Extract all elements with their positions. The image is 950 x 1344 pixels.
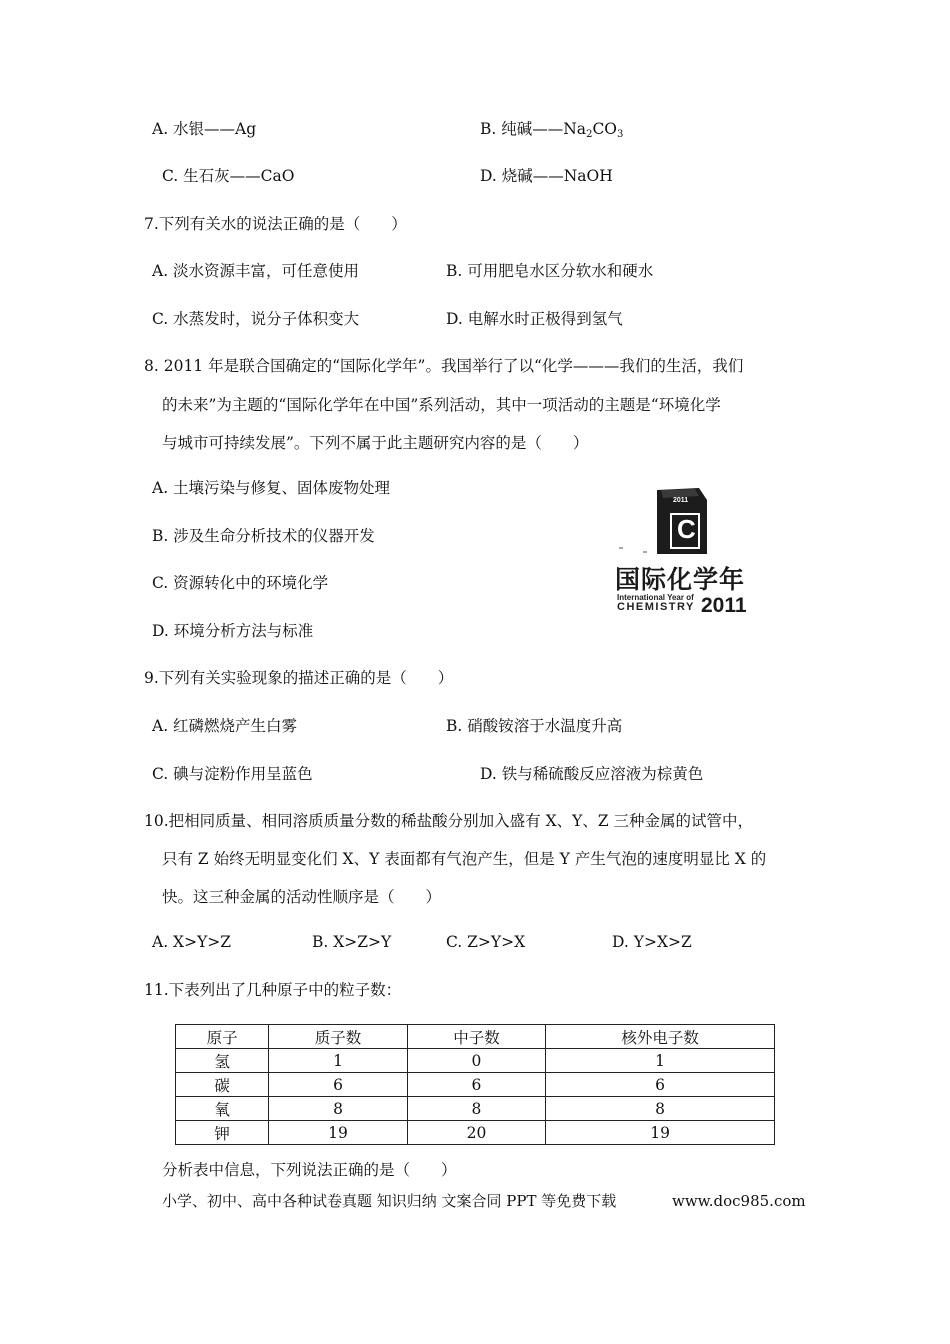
q8-stem-line1: 8. 2011 年是联合国确定的“国际化学年”。我国举行了以“化学———我们的生活，我们	[144, 357, 744, 375]
table-cell: 8	[269, 1097, 407, 1121]
table-cell: 氧	[176, 1097, 269, 1121]
q8-option-d: D. 环境分析方法与标准	[152, 622, 314, 640]
q9-option-c: C. 碘与淀粉作用呈蓝色	[152, 765, 313, 783]
table-cell: 6	[546, 1073, 775, 1097]
q8-stem-line3: 与城市可持续发展”。下列不属于此主题研究内容的是（ ）	[162, 434, 589, 452]
table-cell: 19	[546, 1121, 775, 1145]
q6-option-b-prefix: B. 纯碱——Na	[480, 120, 587, 138]
table-cell: 0	[407, 1049, 545, 1073]
footer-text: 小学、初中、高中各种试卷真题 知识归纳 文案合同 PPT 等免费下载	[162, 1192, 617, 1210]
calendar-c-icon	[615, 486, 765, 558]
q10-stem-line1: 10.把相同质量、相同溶质质量分数的稀盐酸分别加入盛有 X、Y、Z 三种金属的试管中，	[144, 812, 754, 830]
logo-subtitle-en: International Year of	[617, 593, 694, 602]
q10-stem-line3: 快。这三种金属的活动性顺序是（ ）	[162, 888, 442, 906]
q7-stem: 7.下列有关水的说法正确的是（ ）	[144, 215, 407, 233]
q11-stem: 11.下表列出了几种原子中的粒子数：	[144, 981, 402, 999]
logo-top-year: 2011	[673, 497, 689, 504]
table-header-cell: 质子数	[269, 1025, 407, 1049]
table-row	[176, 1097, 775, 1121]
table-cell: 1	[269, 1049, 407, 1073]
q9-option-b: B. 硝酸铵溶于水温度升高	[446, 717, 623, 735]
q6-option-b-mid: CO	[592, 120, 618, 138]
q6-option-b-sub2: 3	[617, 129, 624, 140]
q6-option-b	[480, 119, 623, 145]
logo-year: 2011	[701, 594, 747, 617]
q10-option-d: D. Y>X>Z	[612, 933, 692, 951]
table-row	[176, 1121, 775, 1145]
table-cell: 碳	[176, 1073, 269, 1097]
iyc-2011-logo	[615, 486, 765, 621]
logo-symbol: C	[677, 514, 696, 544]
atom-particle-table	[175, 1024, 775, 1145]
q9-stem: 9.下列有关实验现象的描述正确的是（ ）	[144, 669, 454, 687]
q8-stem-line2: 的未来”为主题的“国际化学年在中国”系列活动，其中一项活动的主题是“环境化学	[162, 396, 721, 414]
table-cell: 1	[546, 1049, 775, 1073]
table-cell: 氢	[176, 1049, 269, 1073]
table-cell: 19	[269, 1121, 407, 1145]
logo-word-en: CHEMISTRY	[617, 601, 695, 613]
q6-option-b-sub1: 2	[586, 129, 593, 140]
footer-url[interactable]: www.doc985.com	[672, 1192, 806, 1210]
table-header-cell: 中子数	[407, 1025, 545, 1049]
q6-option-a: A. 水银——Ag	[152, 120, 257, 138]
q7-option-b: B. 可用肥皂水区分软水和硬水	[446, 262, 654, 280]
table-cell: 6	[269, 1073, 407, 1097]
q6-option-c: C. 生石灰——CaO	[162, 167, 295, 185]
q8-option-b: B. 涉及生命分析技术的仪器开发	[152, 527, 375, 545]
table-cell: 8	[546, 1097, 775, 1121]
table-cell: 8	[407, 1097, 545, 1121]
q7-option-d: D. 电解水时正极得到氢气	[446, 310, 623, 328]
q8-option-c: C. 资源转化中的环境化学	[152, 574, 329, 592]
q7-option-c: C. 水蒸发时，说分子体积变大	[152, 310, 360, 328]
q9-option-d: D. 铁与稀硫酸反应溶液为棕黄色	[480, 765, 704, 783]
q6-option-d: D. 烧碱——NaOH	[480, 167, 613, 185]
q10-option-a: A. X>Y>Z	[152, 933, 232, 951]
table-header-cell: 原子	[176, 1025, 269, 1049]
table-row	[176, 1073, 775, 1097]
q8-option-a: A. 土壤污染与修复、固体废物处理	[152, 479, 391, 497]
table-row	[176, 1049, 775, 1073]
logo-title-cn: 国际化学年	[615, 565, 746, 594]
q7-option-a: A. 淡水资源丰富，可任意使用	[152, 262, 360, 280]
table-cell: 6	[407, 1073, 545, 1097]
table-header-cell: 核外电子数	[546, 1025, 775, 1049]
q10-stem-line2: 只有 Z 始终无明显变化们 X、Y 表面都有气泡产生，但是 Y 产生气泡的速度明显比 X 的	[162, 850, 767, 868]
q10-option-b: B. X>Z>Y	[312, 933, 392, 951]
table-cell: 钾	[176, 1121, 269, 1145]
q9-option-a: A. 红磷燃烧产生白雾	[152, 717, 298, 735]
q11-follow-up: 分析表中信息，下列说法正确的是（ ）	[162, 1161, 457, 1179]
table-header-row	[176, 1025, 775, 1049]
q10-option-c: C. Z>Y>X	[446, 933, 526, 951]
table-cell: 20	[407, 1121, 545, 1145]
